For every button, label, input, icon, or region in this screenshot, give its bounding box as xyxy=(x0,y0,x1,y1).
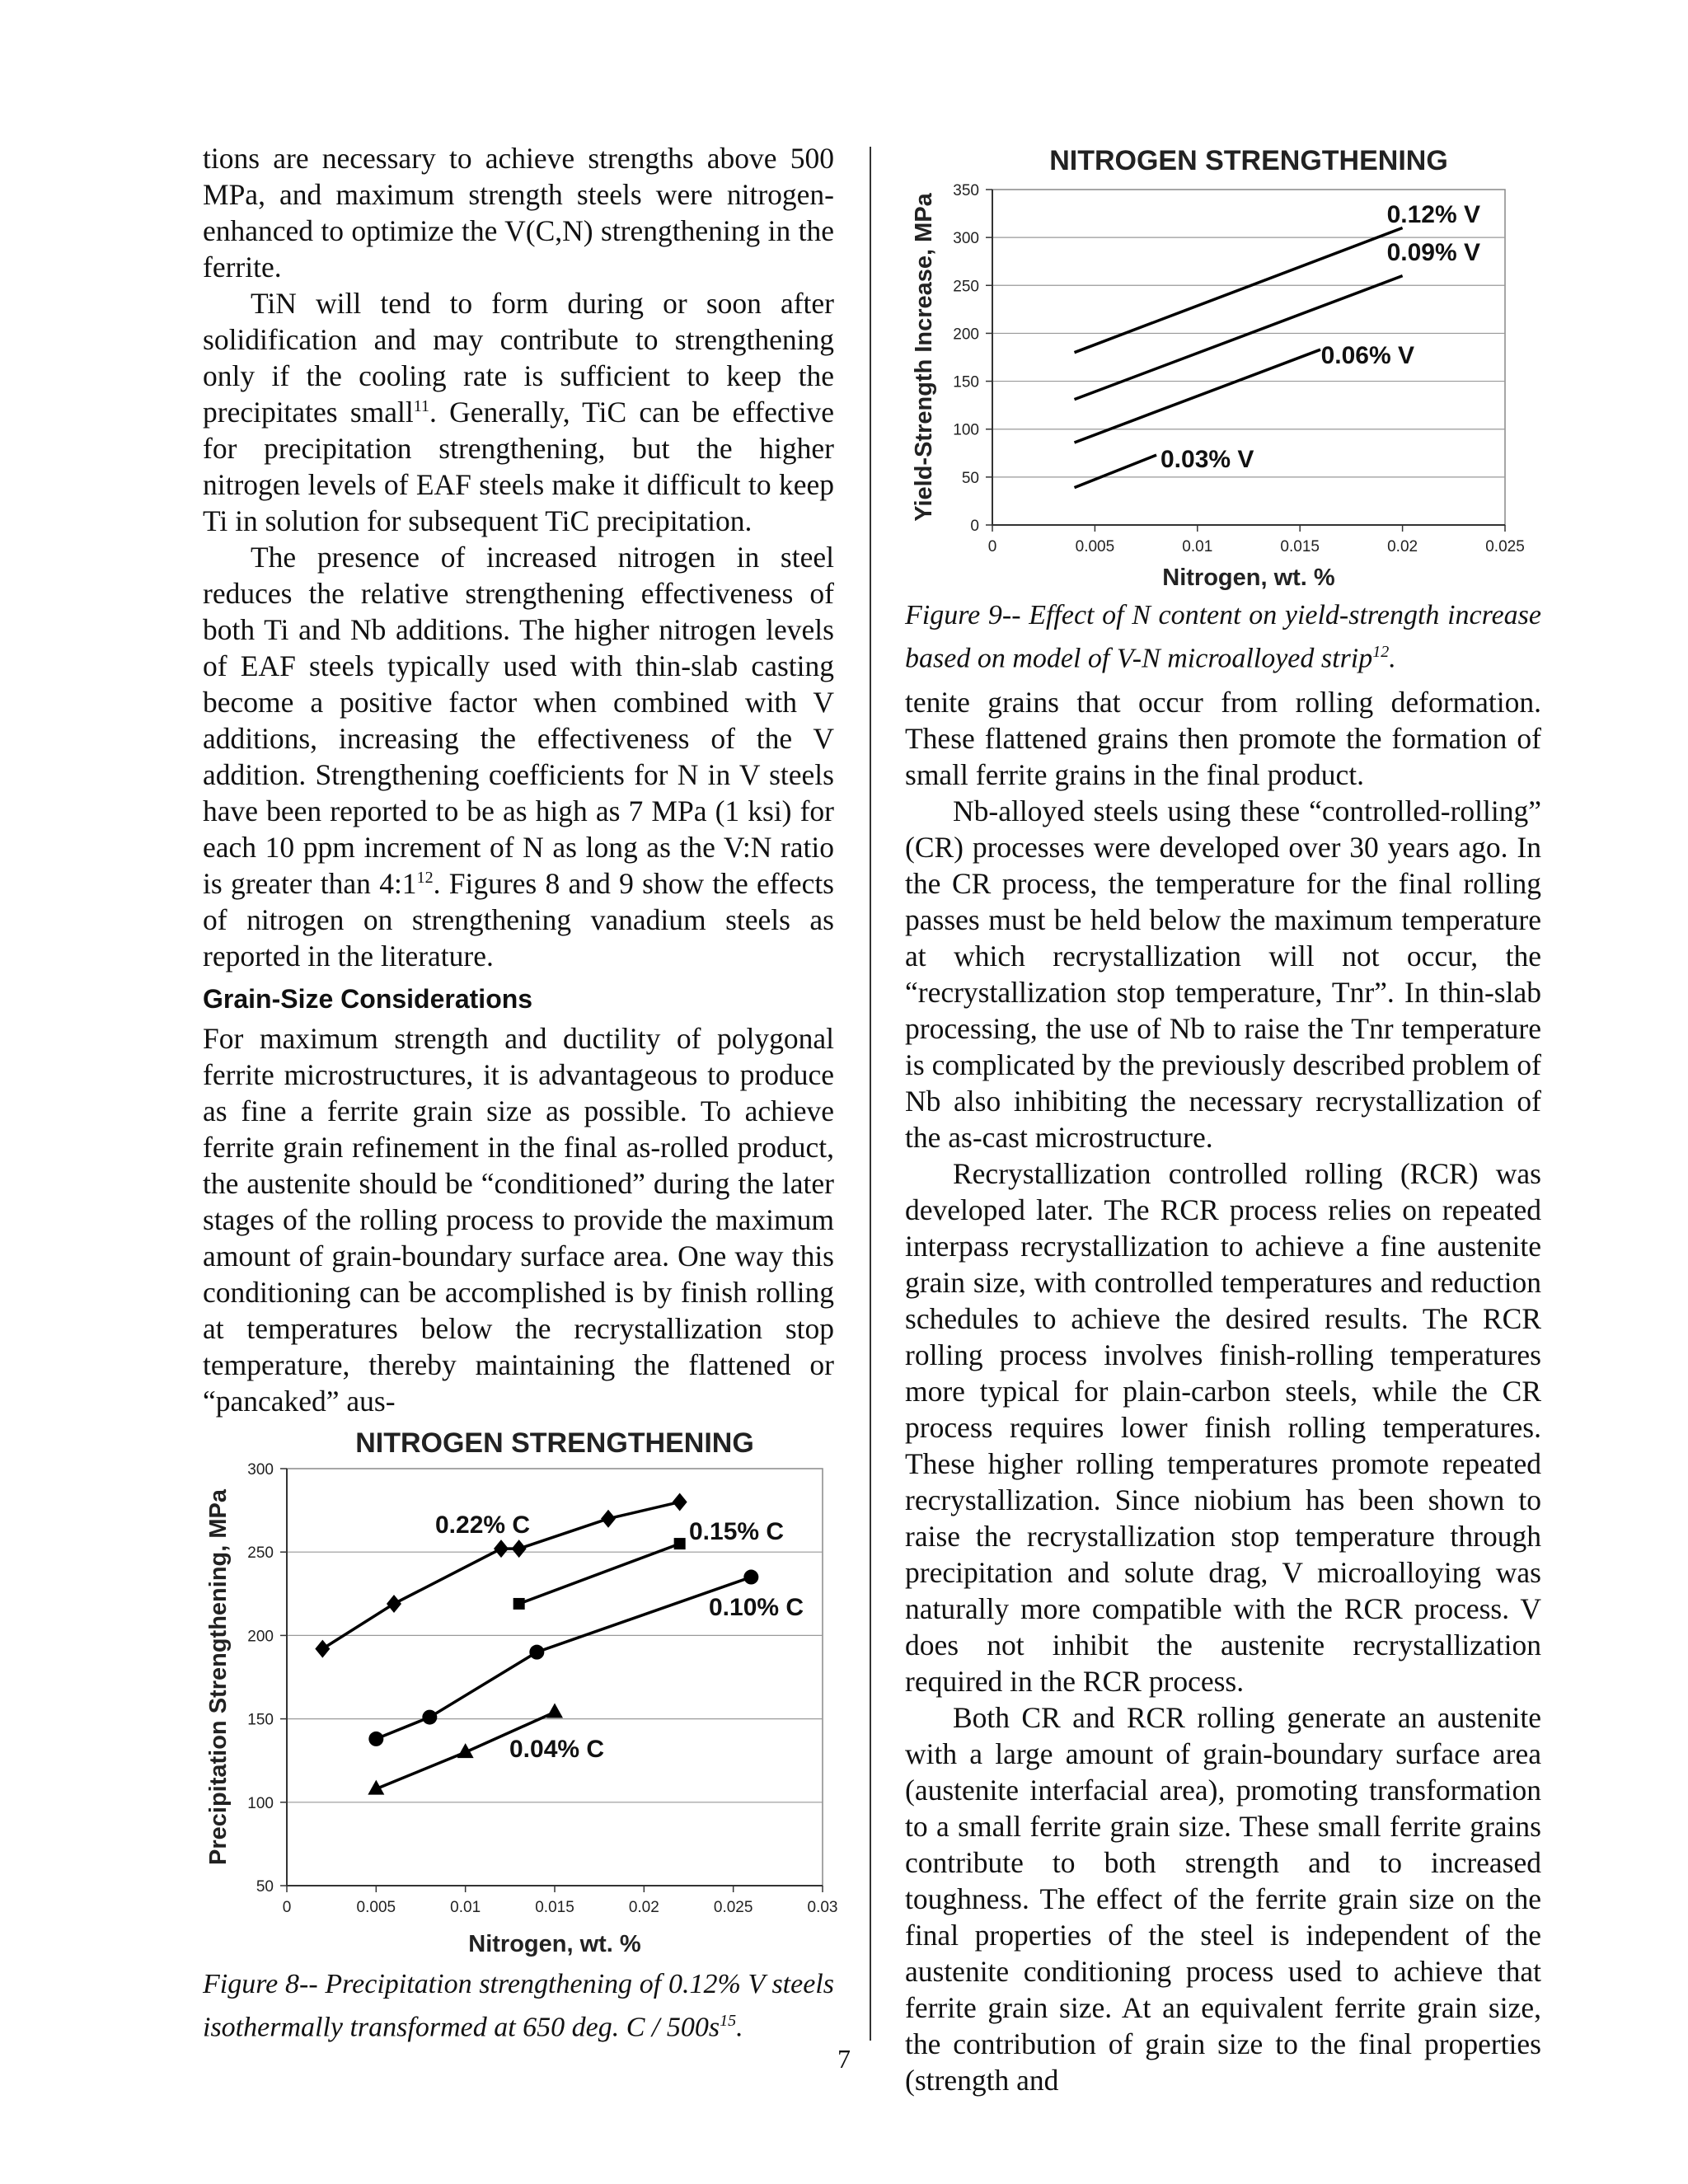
column-divider xyxy=(870,147,871,2041)
y-tick-label: 50 xyxy=(961,469,979,487)
left-column-top xyxy=(203,140,834,974)
y-tick-label: 0 xyxy=(970,518,979,535)
paragraph: For maximum strength and ductility of polygonal ferrite microstructures, it is advantageous to produce as fine a ferrite grain size as possible. To achieve ferrite grain refinement in the final as-rolled product, the austenite should be “conditioned” during the later stages of the rolling process to provide the maximum amount of grain-boundary surface area. One way this conditioning can be accomplished is by finish rolling at temperatures below the recrystallization stop temperature, thereby maintaining the flattened or “pancaked” aus- xyxy=(203,1022,834,1418)
right-column-body xyxy=(905,684,1541,2098)
paragraph xyxy=(203,285,834,539)
series-label: 0.22% C xyxy=(435,1511,531,1539)
x-tick-label: 0.01 xyxy=(450,1899,481,1916)
paragraph: tions are necessary to achieve strengths above 500 MPa, and maximum strength steels were nitrogen-enhanced to optimize the V(C,N) strengthening in the ferrite. xyxy=(203,142,834,284)
x-tick-label: 0.025 xyxy=(713,1899,753,1916)
x-tick-label: 0.005 xyxy=(356,1899,396,1916)
paragraph: Recrystallization controlled rolling (RCR) was developed later. The RCR process relies on repeated interpass recrystallization to achieve a fine austenite grain size, with controlled temperatures and reduction schedules to achieve the desired results. The RCR rolling process involves finish-rolling temperatures more typical for plain-carbon steels, while the CR process requires lower finish rolling temperatures. These higher rolling temperatures promote repeated recrystallization. Since niobium has been shown to raise the recrystallization stop temperature through precipitation and solute drag, V microalloying was naturally more compatible with the RCR process. V does not inhibit the austenite recrystallization required in the RCR process. xyxy=(905,1157,1541,1698)
data-point-circle xyxy=(529,1645,544,1660)
y-tick-label: 150 xyxy=(247,1711,274,1729)
x-tick-label: 0.025 xyxy=(1485,538,1525,555)
y-tick-label: 50 xyxy=(256,1878,274,1896)
figure-8-chart xyxy=(203,1418,846,1961)
y-tick-label: 300 xyxy=(247,1461,274,1479)
figure-8-caption xyxy=(203,1966,834,2046)
x-axis-label: Nitrogen, wt. % xyxy=(468,1931,641,1957)
y-tick-label: 250 xyxy=(953,278,979,296)
x-tick-label: 0.01 xyxy=(1182,538,1213,555)
y-axis-label: Yield-Strength Increase, MPa xyxy=(911,193,937,522)
citation-ref: 11 xyxy=(413,397,429,416)
x-axis-label: Nitrogen, wt. % xyxy=(1162,565,1335,591)
x-tick-label: 0.015 xyxy=(535,1899,574,1916)
paragraph: tenite grains that occur from rolling deformation. These flattened grains then promote the formation of small ferrite grains in the final product. xyxy=(905,686,1541,791)
data-point-square xyxy=(513,1598,525,1610)
x-tick-label: 0.015 xyxy=(1280,538,1320,555)
y-tick-label: 200 xyxy=(953,326,979,344)
series-label: 0.10% C xyxy=(709,1594,804,1621)
left-column-grain-text xyxy=(203,1020,834,1419)
caption-text: Figure 8-- Precipitation strengthening of 0.12% V steels isothermally transformed at 650 deg. C / 500s xyxy=(203,1969,834,2043)
paragraph: Nb-alloyed steels using these “controlled-rolling” (CR) processes were developed over 30 years ago. In the CR process, the temperature for the final rolling passes must be held below the maximum temperature at which recrystallization will not occur, the “recrystallization stop temperature, Tnr”. In thin-slab processing, the use of Nb to raise the Tnr temperature is complicated by the previously described problem of Nb also inhibiting the necessary recrystallization of the as-cast microstructure. xyxy=(905,794,1541,1154)
figure-9-caption xyxy=(905,598,1541,677)
y-tick-label: 100 xyxy=(953,421,979,439)
series-label: 0.04% C xyxy=(509,1736,605,1763)
y-axis-label: Precipitation Strengthening, MPa xyxy=(205,1489,232,1865)
paragraph-text: TiN will tend to form during or soon after solidification and may contribute to strengthening only if the cooling rate is sufficient to keep the precipitates small xyxy=(203,287,834,429)
caption-tail: . xyxy=(736,2012,743,2043)
y-tick-label: 250 xyxy=(247,1544,274,1563)
citation-ref: 15 xyxy=(720,2012,737,2030)
paragraph-text: . Generally, TiC can be effective for precipitation strengthening, but the higher nitrogen levels of EAF steels make it difficult to keep Ti in solution for subsequent TiC precipitation. xyxy=(203,396,834,537)
chart-title: NITROGEN STRENGTHENING xyxy=(1049,145,1448,176)
y-tick-label: 350 xyxy=(953,182,979,199)
x-tick-label: 0.02 xyxy=(628,1899,659,1916)
series-label: 0.03% V xyxy=(1160,446,1254,473)
y-tick-label: 300 xyxy=(953,230,979,248)
x-tick-label: 0 xyxy=(987,538,997,555)
caption-text: Figure 9-- Effect of N content on yield-strength increase based on model of V-N microalloyed strip xyxy=(905,600,1541,674)
figure-9-chart xyxy=(905,140,1548,598)
x-tick-label: 0.005 xyxy=(1075,538,1115,555)
y-tick-label: 200 xyxy=(247,1628,274,1646)
chart-title: NITROGEN STRENGTHENING xyxy=(355,1427,754,1459)
paragraph xyxy=(203,539,834,974)
citation-ref: 12 xyxy=(1372,643,1390,661)
paragraph-text: The presence of increased nitrogen in steel reduces the relative strengthening effectiveness of both Ti and Nb additions. The higher nitrogen levels of EAF steels typically used with thin-slab casting become a positive factor when combined with V additions, increasing the effectiveness of the V addition. Strengthening coefficients for N in V steels have been reported to be as high as 7 MPa (1 ksi) for each 10 ppm increment of N as long as the V:N ratio is greater than 4:1 xyxy=(203,541,834,900)
x-tick-label: 0 xyxy=(282,1899,292,1916)
caption-tail: . xyxy=(1389,643,1396,674)
x-tick-label: 0.03 xyxy=(807,1899,838,1916)
section-heading: Grain-Size Considerations xyxy=(203,984,533,1014)
paragraph-text: . Figures 8 and 9 show the effects of nitrogen on strengthening vanadium steels as reported in the literature. xyxy=(203,867,835,972)
page-number: 7 xyxy=(837,2044,851,2074)
series-label: 0.09% V xyxy=(1386,239,1480,266)
data-point-circle xyxy=(743,1570,758,1585)
x-tick-label: 0.02 xyxy=(1387,538,1418,555)
y-tick-label: 150 xyxy=(953,373,979,391)
series-label: 0.06% V xyxy=(1320,342,1414,369)
y-tick-label: 100 xyxy=(247,1794,274,1812)
citation-ref: 12 xyxy=(416,869,434,888)
data-point-circle xyxy=(368,1732,383,1746)
series-label: 0.15% C xyxy=(689,1518,785,1545)
paragraph: Both CR and RCR rolling generate an austenite with a large amount of grain-boundary surface area (austenite interfacial area), promoting transformation to a small ferrite grain size. These small ferrite grains contribute to both strength and to increased toughness. The effect of the ferrite grain size on the final properties of the steel is independent of the austenite conditioning process used to achieve that ferrite grain size. At an equivalent ferrite grain size, the contribution of grain size to the final properties (strength and xyxy=(905,1701,1541,2097)
series-label: 0.12% V xyxy=(1386,201,1480,228)
data-point-circle xyxy=(422,1710,437,1725)
data-point-square xyxy=(674,1538,686,1549)
